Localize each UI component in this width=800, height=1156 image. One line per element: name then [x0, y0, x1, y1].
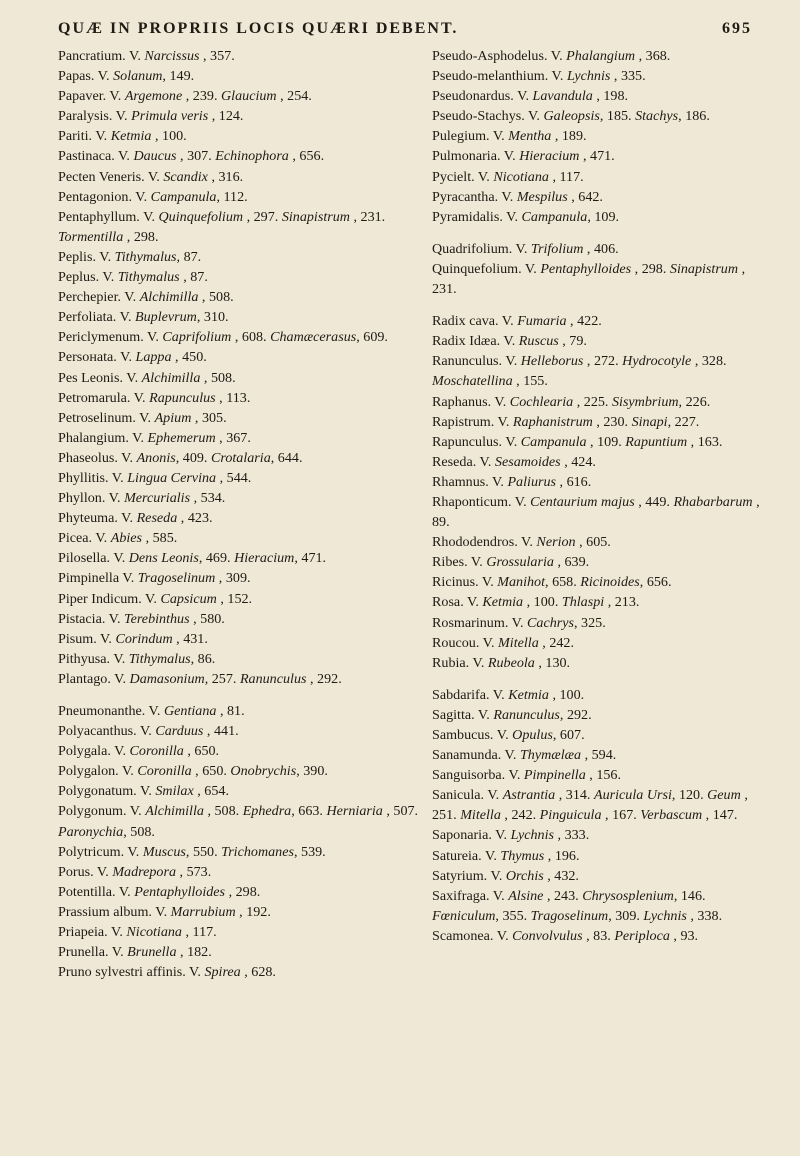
cross-reference: Ruscus: [518, 333, 559, 350]
index-entry: Radix Idæa. V. Ruscus , 79.: [432, 333, 587, 350]
index-entry: Plantago. V. Damasonium, 257. Ranunculus , 292.: [58, 670, 342, 687]
index-entry: Sagitta. V. Ranunculus, 292.: [432, 706, 592, 723]
cross-reference: Coronilla: [137, 763, 192, 780]
index-entry: Pyramidalis. V. Campanula, 109.: [432, 208, 620, 225]
index-entry: Polygalon. V. Coronilla , 650. Onobrychis, 390.: [58, 763, 328, 780]
index-entry: Polygala. V. Coronilla , 650.: [58, 743, 220, 760]
cross-reference: Nicotiana: [493, 168, 549, 185]
cross-reference: Orchis: [505, 867, 544, 884]
cross-reference: Centaurium majus: [530, 493, 635, 510]
index-entry: Scamonea. V. Convolvulus , 83. Periploca , 93.: [432, 927, 699, 944]
index-entry: Quinquefolium. V. Pentaphylloides , 298. Sinapistrum , 231.: [432, 260, 746, 298]
index-entry: Pes Leonis. V. Alchimilla , 508.: [58, 369, 236, 386]
cross-reference: Fœniculum: [432, 907, 496, 924]
cross-reference: Muscus: [142, 843, 186, 860]
index-entry: Pseudo-Asphodelus. V. Phalangium , 368.: [432, 48, 671, 64]
index-entry: Priapeia. V. Nicotiana , 117.: [58, 924, 217, 941]
cross-reference: Apium: [154, 409, 192, 426]
index-entry: Rhododendros. V. Nerion , 605.: [432, 534, 611, 551]
index-entry: Rhaponticum. V. Centaurium majus , 449. Rhabarbarum , 89.: [432, 493, 760, 531]
cross-reference: Nicotiana: [126, 924, 182, 941]
index-entry: Pseudo-melanthium. V. Lychnis , 335.: [432, 68, 646, 85]
cross-reference: Nerion: [536, 534, 576, 551]
cross-reference: Pentaphylloides: [540, 260, 632, 277]
index-entry: Prunella. V. Brunella , 182.: [58, 944, 212, 961]
cross-reference: Brunella: [127, 944, 177, 961]
cross-reference: Fumaria: [517, 313, 567, 330]
cross-reference: Ricinoides: [580, 574, 640, 591]
index-entry: Sabdarifa. V. Ketmia , 100.: [432, 686, 585, 703]
cross-reference: Scandix: [163, 168, 208, 185]
index-entry: Phyllitis. V. Lingua Cervina , 544.: [58, 469, 252, 486]
cross-reference: Tithymalus: [128, 650, 191, 667]
cross-reference: Cochlearia: [509, 393, 574, 410]
index-entry: Sambucus. V. Opulus, 607.: [432, 727, 585, 743]
cross-reference: Alchimilla: [141, 369, 201, 386]
cross-reference: Reseda: [136, 510, 178, 527]
cross-reference: Pinguicula: [539, 807, 602, 824]
cross-reference: Pentaphylloides: [134, 883, 226, 900]
cross-reference: Gentiana: [163, 703, 217, 719]
index-entry: Polygonatum. V. Smilax , 654.: [58, 783, 229, 800]
index-entry: Rubia. V. Rubeola , 130.: [432, 654, 571, 671]
cross-reference: Rapunculus: [149, 389, 216, 406]
cross-reference: Carduus: [155, 723, 204, 740]
index-entry: Pilosella. V. Dens Leonis, 469. Hieracium, 471.: [58, 550, 327, 567]
cross-reference: Buplevrum: [135, 309, 197, 326]
cross-reference: Pimpinella: [523, 767, 586, 784]
cross-reference: Sinapi: [631, 413, 668, 430]
cross-reference: Ranunculus: [239, 670, 307, 687]
cross-reference: Periploca: [614, 927, 670, 944]
index-entry: Polygonum. V. Alchimilla , 508. Ephedra, 663. Herniaria , 507. Paronychia, 508.: [58, 803, 419, 840]
index-entry: Pulegium. V. Mentha , 189.: [432, 128, 587, 145]
cross-reference: Paliurus: [507, 473, 557, 490]
index-entry: Pseudo-Stachys. V. Galeopsis, 185. Stachys, 186.: [432, 108, 710, 125]
index-entry: Phyllon. V. Mercurialis , 534.: [58, 490, 226, 507]
cross-reference: Sinapistrum: [669, 260, 739, 277]
index-entry: Rosmarinum. V. Cachrys, 325.: [432, 614, 606, 631]
cross-reference: Campanula: [520, 433, 587, 450]
cross-reference: Cachrys: [527, 614, 574, 631]
cross-reference: Tithymalus: [117, 269, 180, 286]
index-entry: Papaver. V. Argemone , 239. Glaucium , 254.: [58, 88, 312, 105]
cross-reference: Dens Leonis: [128, 550, 199, 567]
cross-reference: Opulus: [512, 727, 553, 743]
cross-reference: Onobrychis: [230, 763, 297, 780]
cross-reference: Verbascum: [640, 807, 703, 824]
cross-reference: Terebinthus: [124, 610, 190, 627]
index-entry: Phaseolus. V. Anonis, 409. Crotalaria, 644.: [58, 449, 303, 466]
cross-reference: Trichomanes: [221, 843, 294, 860]
cross-reference: Mercurialis: [124, 490, 191, 507]
index-entry: Pulmonaria. V. Hieracium , 471.: [432, 148, 615, 165]
cross-reference: Alsine: [508, 887, 544, 904]
index-entry: Polytricum. V. Muscus, 550. Trichomanes, 539.: [58, 843, 326, 860]
index-entry: Pruno sylvestri affinis. V. Spirea , 628.: [58, 964, 276, 981]
cross-reference: Primula veris: [131, 108, 209, 125]
cross-reference: Phalangium: [566, 48, 636, 64]
cross-reference: Hieracium: [234, 550, 295, 567]
cross-reference: Hydrocotyle: [622, 353, 692, 370]
cross-reference: Ketmia: [508, 686, 549, 703]
index-entry: Saxifraga. V. Alsine , 243. Chrysosplenium, 146. Fœniculum, 355. Tragoselinum, 309. Lychnis , 338.: [432, 887, 723, 924]
index-entry: Satyrium. V. Orchis , 432.: [432, 867, 579, 884]
cross-reference: Convolvulus: [512, 927, 583, 944]
page-number: 695: [722, 20, 752, 37]
index-entry: Peplus. V. Tithymalus , 87.: [58, 269, 208, 286]
cross-reference: Geum: [707, 787, 741, 804]
cross-reference: Thymælæa: [519, 747, 582, 764]
cross-reference: Tormentilla: [58, 228, 124, 245]
index-entry: Phyteuma. V. Reseda , 423.: [58, 510, 213, 527]
cross-reference: Ranunculus: [493, 706, 560, 723]
cross-reference: Galeopsis: [543, 108, 600, 125]
cross-reference: Lychnis: [510, 827, 554, 844]
cross-reference: Lappa: [135, 349, 172, 366]
cross-reference: Thymus: [500, 847, 545, 864]
cross-reference: Alchimilla: [139, 289, 199, 306]
index-entry: Polyacanthus. V. Carduus , 441.: [58, 723, 239, 740]
cross-reference: Quinquefolium: [158, 208, 244, 225]
index-entry: Sanicula. V. Astrantia , 314. Auricula Ursi, 120. Geum , 251. Mitella , 242. Pinguicula , 167. Verbascum , 147.: [432, 787, 748, 824]
index-entry: Phalangium. V. Ephemerum , 367.: [58, 429, 251, 446]
cross-reference: Abies: [110, 530, 143, 547]
cross-reference: Capsicum: [160, 590, 217, 607]
cross-reference: Narcissus: [144, 48, 200, 64]
index-entry: Petromarula. V. Rapunculus , 113.: [58, 389, 251, 406]
index-entry: Pithyusa. V. Tithymalus, 86.: [58, 650, 216, 667]
cross-reference: Coronilla: [129, 743, 184, 760]
cross-reference: Solanum: [113, 68, 163, 85]
cross-reference: Anonis: [136, 449, 176, 466]
cross-reference: Ketmia: [482, 594, 524, 611]
index-entry: Reseda. V. Sesamoides , 424.: [432, 453, 596, 470]
index-entry: Pistacia. V. Terebinthus , 580.: [58, 610, 225, 627]
cross-reference: Hieracium: [519, 148, 580, 165]
cross-reference: Herniaria: [326, 803, 383, 820]
index-entry: Perchepier. V. Alchimilla , 508.: [58, 289, 234, 306]
cross-reference: Moschatellina: [432, 373, 513, 390]
cross-reference: Glaucium: [221, 88, 277, 105]
index-entry: Piper Indicum. V. Capsicum , 152.: [58, 590, 253, 607]
index-entry: Rapunculus. V. Campanula , 109. Rapuntium , 163.: [432, 433, 723, 450]
index-entry: Roucou. V. Mitella , 242.: [432, 634, 574, 651]
index-entry: Pneumonanthe. V. Gentiana , 81.: [58, 703, 245, 719]
cross-reference: Sesamoides: [494, 453, 561, 470]
cross-reference: Astrantia: [502, 787, 556, 804]
index-entry: Peplis. V. Tithymalus, 87.: [58, 248, 202, 265]
index-entry: Pycielt. V. Nicotiana , 117.: [432, 168, 584, 185]
cross-reference: Raphanistrum: [512, 413, 593, 430]
index-entry: Petroselinum. V. Apium , 305.: [58, 409, 227, 426]
running-header: [58, 20, 752, 38]
header-title: QUÆ IN PROPRIIS LOCIS QUÆRI DEBENT.: [58, 20, 459, 37]
index-entry: Pentagonion. V. Campanula, 112.: [58, 188, 248, 205]
index-entry: Pseudonardus. V. Lavandula , 198.: [432, 88, 629, 105]
index-entry: Potentilla. V. Pentaphylloides , 298.: [58, 883, 261, 900]
section-gap: [432, 227, 762, 239]
index-entry: Prassium album. V. Marrubium , 192.: [58, 903, 271, 920]
cross-reference: Mitella: [460, 807, 501, 824]
index-entry: Sanamunda. V. Thymælæa , 594.: [432, 747, 617, 764]
cross-reference: Sinapistrum: [281, 208, 350, 225]
section-gap: [432, 299, 762, 311]
cross-reference: Lychnis: [643, 907, 687, 924]
cross-reference: Grossularia: [486, 554, 554, 571]
cross-reference: Rubeola: [487, 654, 535, 671]
index-entry: Papas. V. Solanum, 149.: [58, 68, 195, 85]
cross-reference: Manihot: [497, 574, 546, 591]
cross-reference: Tragoselinum: [137, 570, 216, 587]
cross-reference: Mentha: [508, 128, 552, 145]
cross-reference: Smilax: [155, 783, 194, 800]
index-entry: Pimpinella V. Tragoselinum , 309.: [58, 570, 251, 587]
index-entry: Rhamnus. V. Paliurus , 616.: [432, 473, 592, 490]
cross-reference: Echinophora: [215, 148, 289, 165]
cross-reference: Rapuntium: [625, 433, 688, 450]
cross-reference: Trifolium: [530, 240, 584, 257]
index-entry: Pariti. V. Ketmia , 100.: [58, 128, 187, 145]
cross-reference: Rhabarbarum: [673, 493, 753, 510]
cross-reference: Thlaspi: [561, 594, 605, 611]
cross-reference: Marrubium: [170, 903, 236, 920]
cross-reference: Chamæcerasus: [270, 329, 357, 346]
cross-reference: Lavandula: [532, 88, 593, 105]
section-gap: [432, 673, 762, 685]
cross-reference: Ephedra: [242, 803, 292, 820]
index-entry: Persoнata. V. Lappa , 450.: [58, 349, 207, 366]
index-entry: Ribes. V. Grossularia , 639.: [432, 554, 590, 571]
index-entry: Periclymenum. V. Caprifolium , 608. Chamæcerasus, 609.: [58, 329, 388, 346]
index-entry: Paralysis. V. Primula veris , 124.: [58, 108, 244, 125]
index-entry: Rapistrum. V. Raphanistrum , 230. Sinapi, 227.: [432, 413, 700, 430]
cross-reference: Spirea: [204, 964, 241, 981]
index-entry: Sanguisorba. V. Pimpinella , 156.: [432, 767, 621, 784]
cross-reference: Chrysosplenium: [582, 887, 674, 904]
index-entry: Pisum. V. Corindum , 431.: [58, 630, 208, 647]
cross-reference: Daucus: [133, 148, 177, 165]
cross-reference: Campanula: [521, 208, 588, 225]
index-entry: Porus. V. Madrepora , 573.: [58, 863, 212, 880]
index-entry: Quadrifolium. V. Trifolium , 406.: [432, 240, 619, 257]
cross-reference: Tragoselinum: [530, 907, 609, 924]
cross-reference: Crotalaria: [210, 449, 271, 466]
index-entry: Rosa. V. Ketmia , 100. Thlaspi , 213.: [432, 594, 640, 611]
cross-reference: Tithymalus: [114, 248, 177, 265]
index-entry: Satureia. V. Thymus , 196.: [432, 847, 580, 864]
cross-reference: Mitella: [498, 634, 539, 651]
cross-reference: Ephemerum: [147, 429, 216, 446]
cross-reference: Paronychia: [58, 823, 124, 840]
cross-reference: Argemone: [124, 88, 183, 105]
cross-reference: Ketmia: [110, 128, 152, 145]
index-entry: Pentaphyllum. V. Quinquefolium , 297. Sinapistrum , 231. Tormentilla , 298.: [58, 208, 386, 245]
cross-reference: Lychnis: [566, 68, 611, 85]
index-entry: Pancratium. V. Narcissus , 357.: [58, 48, 235, 64]
cross-reference: Campanula: [150, 188, 217, 205]
cross-reference: Auricula Ursi: [593, 787, 672, 804]
index-entry: Radix cava. V. Fumaria , 422.: [432, 313, 602, 330]
cross-reference: Sisymbrium: [611, 393, 679, 410]
cross-reference: Alchimilla: [145, 803, 204, 820]
index-entry: Perfoliata. V. Buplevrum, 310.: [58, 309, 229, 326]
cross-reference: Caprifolium: [162, 329, 232, 346]
cross-reference: Corindum: [115, 630, 173, 647]
cross-reference: Stachys: [635, 108, 679, 125]
index-column-right: [432, 46, 762, 946]
index-entry: Ricinus. V. Manihot, 658. Ricinoides, 656.: [432, 574, 672, 591]
cross-reference: Lingua Cervina: [127, 469, 217, 486]
section-gap: [58, 689, 420, 701]
index-column-left: [58, 46, 420, 982]
index-entry: Picea. V. Abies , 585.: [58, 530, 178, 547]
index-entry: Pecten Veneris. V. Scandix , 316.: [58, 168, 244, 185]
index-entry: Pastinaca. V. Daucus , 307. Echinophora , 656.: [58, 148, 325, 165]
index-entry: Pyracantha. V. Mespilus , 642.: [432, 188, 603, 205]
cross-reference: Damasonium: [129, 670, 205, 687]
cross-reference: Madrepora: [112, 863, 176, 880]
cross-reference: Helleborus: [520, 353, 584, 370]
index-entry: Saponaria. V. Lychnis , 333.: [432, 827, 590, 844]
index-entry: Raphanus. V. Cochlearia , 225. Sisymbrium, 226.: [432, 393, 711, 410]
index-entry: Ranunculus. V. Helleborus , 272. Hydrocotyle , 328. Moschatellina , 155.: [432, 353, 727, 390]
cross-reference: Mespilus: [516, 188, 568, 205]
